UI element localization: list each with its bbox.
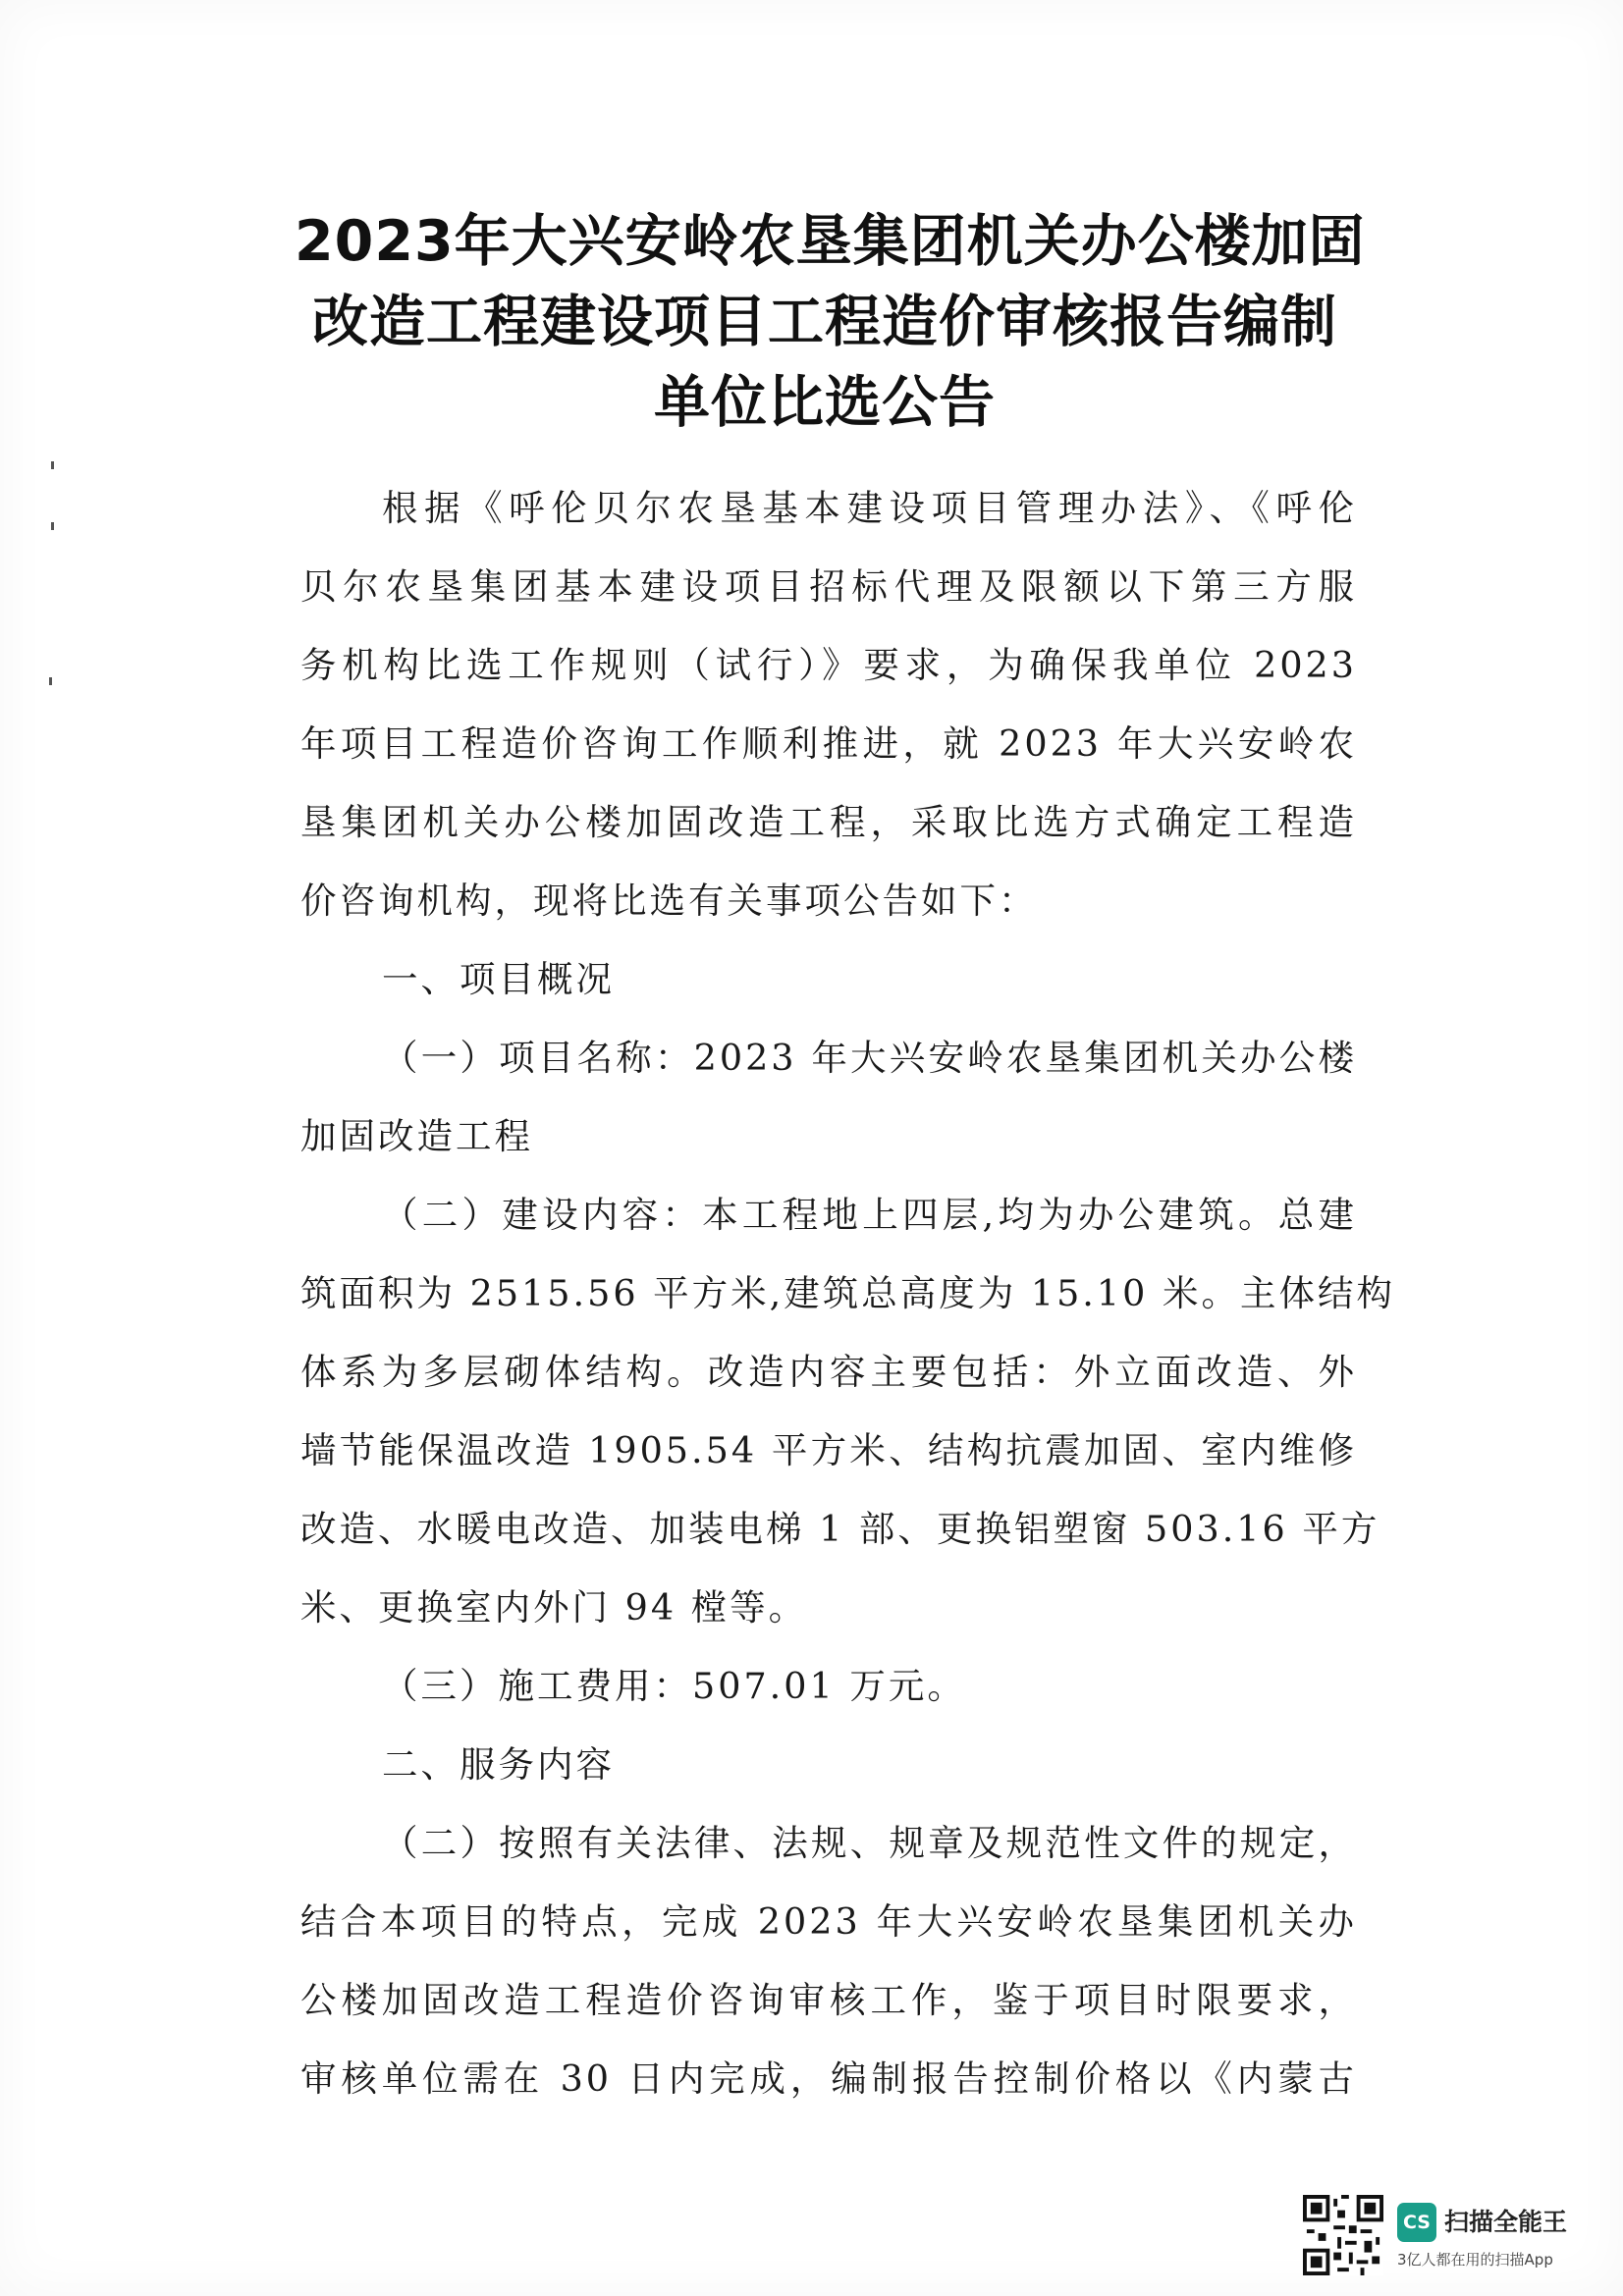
body-line: 米、更换室内外门 94 樘等。: [300, 1586, 808, 1629]
body-line: 根据《呼伦贝尔农垦基本建设项目管理办法》、《呼伦: [382, 487, 1357, 529]
camscanner-watermark: [1303, 2195, 1607, 2293]
scan-artifact: [49, 677, 52, 685]
body-line: 体系为多层砌体结构。改造内容主要包括：外立面改造、外: [300, 1351, 1357, 1393]
body-line: （三）施工费用：507.01 万元。: [382, 1665, 966, 1707]
body-line: 加固改造工程: [300, 1115, 533, 1157]
body-line: 公楼加固改造工程造价咨询审核工作，鉴于项目时限要求，: [300, 1979, 1357, 2021]
scan-artifact: [51, 461, 54, 469]
document-body: [300, 469, 1395, 2118]
body-line: （二）按照有关法律、法规、规章及规范性文件的规定，: [382, 1822, 1357, 1864]
section-heading: 二、服务内容: [382, 1743, 615, 1786]
body-line: （二）建设内容：本工程地上四层,均为办公建筑。总建: [382, 1194, 1357, 1236]
watermark-tagline: 3亿人都在用的扫描App: [1397, 2251, 1553, 2269]
body-line: 价咨询机构，现将比选有关事项公告如下：: [300, 880, 1038, 922]
body-line: 墙节能保温改造 1905.54 平方米、结构抗震加固、室内维修: [300, 1429, 1357, 1471]
body-line: 审核单位需在 30 日内完成，编制报告控制价格以《内蒙古: [300, 2057, 1357, 2100]
body-line: 筑面积为 2515.56 平方米,建筑总高度为 15.10 米。主体结构: [300, 1272, 1395, 1314]
title-line-1: 2023年大兴安岭农垦集团机关办公楼加固: [295, 209, 1366, 274]
title-line-3: 单位比选公告: [654, 370, 996, 435]
title-line-2: 改造工程建设项目工程造价审核报告编制: [312, 290, 1337, 354]
document-title: [295, 201, 1366, 443]
section-heading: 一、项目概况: [382, 958, 615, 1000]
body-line: 结合本项目的特点，完成 2023 年大兴安岭农垦集团机关办: [300, 1900, 1357, 1943]
body-line: 务机构比选工作规则（试行）》要求，为确保我单位 2023: [300, 644, 1357, 686]
scan-artifact: [51, 522, 54, 530]
body-line: 垦集团机关办公楼加固改造工程，采取比选方式确定工程造: [300, 801, 1357, 843]
body-line: 年项目工程造价咨询工作顺利推进，就 2023 年大兴安岭农: [300, 722, 1357, 765]
body-line: （一）项目名称：2023 年大兴安岭农垦集团机关办公楼: [382, 1037, 1357, 1079]
qr-code-icon: [1303, 2195, 1383, 2275]
body-line: 改造、水暖电改造、加装电梯 1 部、更换铝塑窗 503.16 平方: [300, 1508, 1380, 1550]
body-line: 贝尔农垦集团基本建设项目招标代理及限额以下第三方服: [300, 565, 1357, 608]
watermark-brand: 扫描全能王: [1444, 2208, 1568, 2236]
camscanner-logo-icon: CS: [1397, 2203, 1436, 2242]
